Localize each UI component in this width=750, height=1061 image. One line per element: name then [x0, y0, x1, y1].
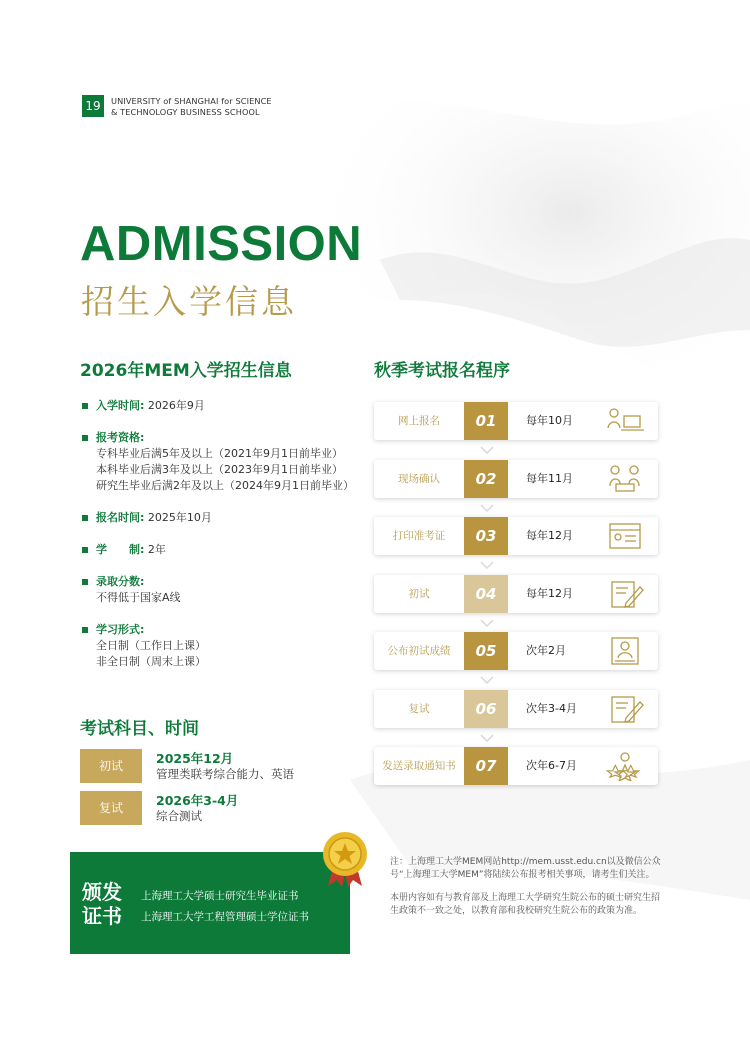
- step-number: 04: [464, 575, 508, 613]
- admission-info-heading: 2026年MEM入学招生信息: [80, 361, 292, 381]
- info-qual-line: 专科毕业后满5年及以上（2021年9月1日前毕业）: [96, 447, 343, 460]
- onsite-confirmation-icon: [606, 464, 646, 494]
- process-step: [374, 402, 658, 440]
- step-time: 次年2月: [526, 644, 566, 657]
- interview-exam-icon: [606, 694, 646, 724]
- chevron-down-icon: [480, 561, 494, 569]
- exam-desc: 管理类联考综合能力、英语: [156, 767, 294, 781]
- school-name: [111, 96, 272, 118]
- info-qual-line: 研究生毕业后满2年及以上（2024年9月1日前毕业）: [96, 479, 354, 492]
- info-score-label: 录取分数:: [96, 575, 145, 588]
- step-name: 公布初试成绩: [387, 645, 451, 657]
- online-registration-icon: [606, 406, 646, 436]
- info-duration-label: 学 制:: [96, 543, 145, 556]
- info-mode-line: 全日制（工作日上课）: [96, 639, 206, 652]
- admission-notice-icon: [606, 751, 646, 781]
- chevron-down-icon: [480, 734, 494, 742]
- step-number: 03: [464, 517, 508, 555]
- step-name: 打印准考证: [392, 530, 446, 542]
- process-step: [374, 690, 658, 728]
- title-english: ADMISSION: [80, 217, 363, 271]
- school-name-line2: & TECHNOLOGY BUSINESS SCHOOL: [111, 107, 260, 117]
- step-time: 每年12月: [526, 529, 573, 542]
- exam-tag: 复试: [80, 791, 142, 825]
- bullet-square: [82, 627, 88, 633]
- step-name: 现场确认: [398, 473, 440, 485]
- bullet-square: [82, 403, 88, 409]
- exam-row-preliminary: [80, 749, 340, 783]
- info-qual-label: 报考资格:: [96, 431, 145, 444]
- info-signup-label: 报名时间:: [96, 511, 145, 524]
- info-qualification: [80, 430, 354, 494]
- info-duration-value: 2年: [147, 543, 166, 556]
- notes: [390, 856, 668, 928]
- info-qual-line: 本科毕业后满3年及以上（2023年9月1日前毕业）: [96, 463, 343, 476]
- chevron-down-icon: [480, 446, 494, 454]
- step-name: 初试: [408, 588, 430, 600]
- step-time: 次年6-7月: [526, 759, 577, 772]
- exam-date: 2025年12月: [156, 751, 234, 766]
- step-time: 每年11月: [526, 472, 573, 485]
- exam-tag: 初试: [80, 749, 142, 783]
- written-exam-icon: [606, 579, 646, 609]
- bullet-square: [82, 579, 88, 585]
- note-website: 注：上海理工大学MEM网站http://mem.usst.edu.cn以及微信公众号“上海理工大学MEM”将陆续公布报考相关事项，请考生们关注。: [390, 857, 661, 880]
- process-heading: 秋季考试报名程序: [374, 361, 510, 381]
- step-name: 网上报名: [398, 415, 440, 427]
- certificate-title: 颁发证书: [82, 880, 122, 928]
- exam-date: 2026年3-4月: [156, 793, 239, 808]
- info-score-value: 不得低于国家A线: [96, 591, 181, 604]
- process-step: [374, 517, 658, 555]
- chevron-down-icon: [480, 619, 494, 627]
- step-number: 06: [464, 690, 508, 728]
- info-admission-score: [80, 574, 350, 606]
- certificate-line: 上海理工大学工程管理硕士学位证书: [141, 911, 309, 923]
- page-number: 19: [82, 95, 104, 117]
- step-time: 每年12月: [526, 587, 573, 600]
- exam-desc: 综合测试: [156, 809, 202, 823]
- step-number: 01: [464, 402, 508, 440]
- info-signup-time: [80, 510, 350, 526]
- admission-info-list: [80, 398, 354, 686]
- admission-ticket-icon: [606, 521, 646, 551]
- process-step: [374, 632, 658, 670]
- process-step: [374, 747, 658, 785]
- info-study-mode: [80, 622, 350, 670]
- process-step: [374, 575, 658, 613]
- step-name: 复试: [408, 703, 430, 715]
- chevron-down-icon: [480, 504, 494, 512]
- gold-medal-icon: [320, 830, 370, 888]
- step-number: 07: [464, 747, 508, 785]
- bullet-square: [82, 547, 88, 553]
- certificate-banner: [70, 852, 350, 954]
- info-entry-time: [80, 398, 350, 414]
- step-number: 02: [464, 460, 508, 498]
- step-number: 05: [464, 632, 508, 670]
- bullet-square: [82, 515, 88, 521]
- title-chinese: 招生入学信息: [81, 282, 297, 321]
- info-entry-label: 入学时间:: [96, 399, 145, 412]
- step-time: 次年3-4月: [526, 702, 577, 715]
- exam-row-retest: [80, 791, 340, 825]
- process-step: [374, 460, 658, 498]
- note-policy: 本册内容如有与教育部及上海理工大学研究生院公布的硕士研究生招生政策不一致之处，以教育部和我校研究生院公布的政策为准。: [390, 893, 661, 916]
- school-name-line1: UNIVERSITY of SHANGHAI for SCIENCE: [111, 96, 272, 106]
- exam-subjects-heading: 考试科目、时间: [80, 719, 199, 739]
- info-entry-value: 2026年9月: [147, 399, 205, 412]
- step-name: 发送录取通知书: [382, 760, 456, 772]
- info-mode-line: 非全日制（周末上课）: [96, 655, 206, 668]
- info-mode-label: 学习形式:: [96, 623, 145, 636]
- chevron-down-icon: [480, 676, 494, 684]
- results-board-icon: [606, 636, 646, 666]
- certificate-line: 上海理工大学硕士研究生毕业证书: [141, 890, 299, 902]
- info-duration: [80, 542, 350, 558]
- info-signup-value: 2025年10月: [147, 511, 212, 524]
- bullet-square: [82, 435, 88, 441]
- step-time: 每年10月: [526, 414, 573, 427]
